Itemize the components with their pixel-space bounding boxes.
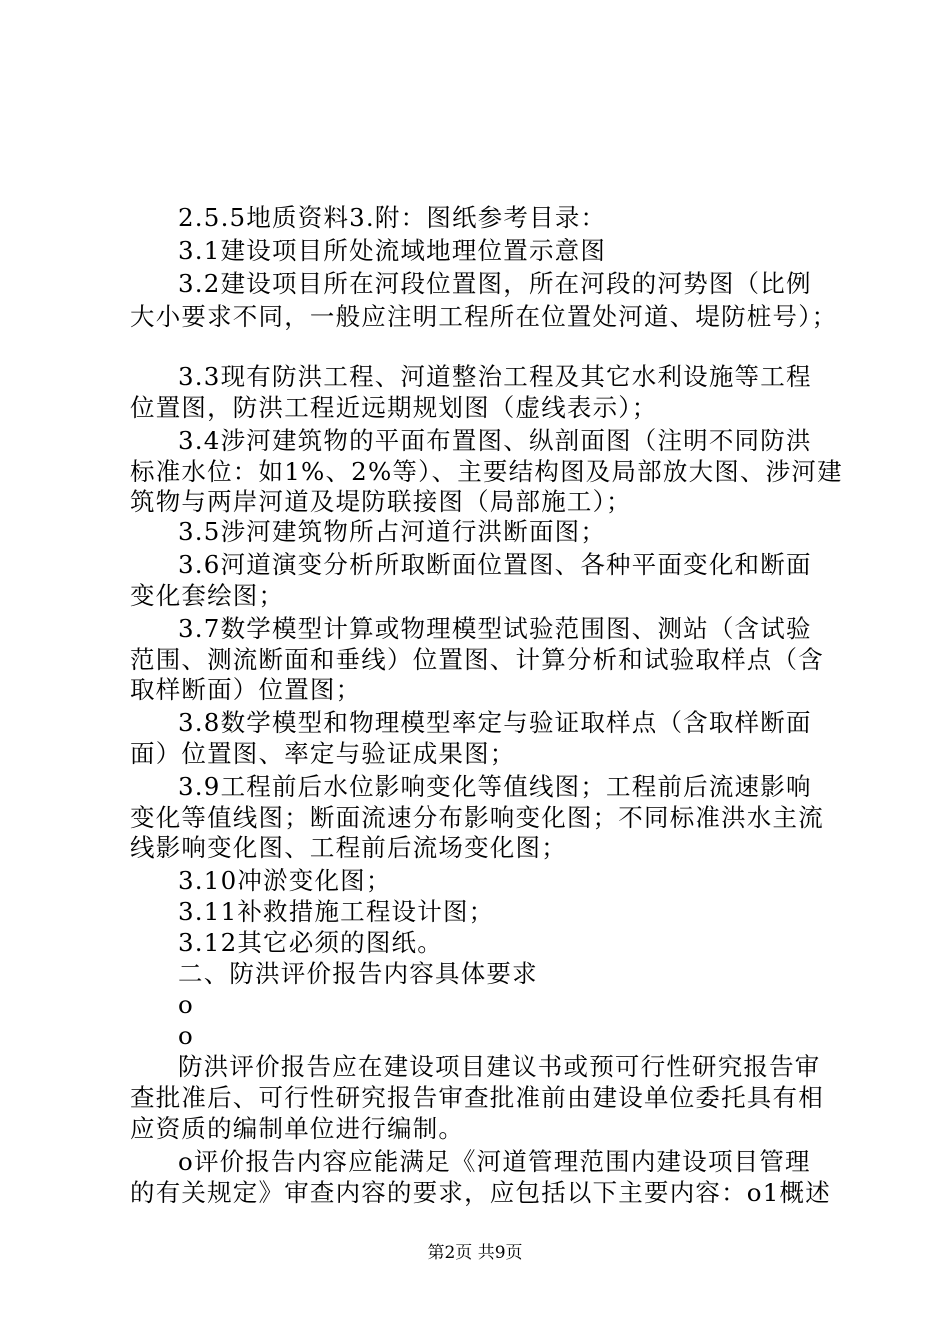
text-line: o评价报告内容应能满足《河道管理范围内建设项目管理 xyxy=(178,1147,811,1176)
page-number-footer: 第2页 共9页 xyxy=(427,1243,523,1263)
text-line: 3.4涉河建筑物的平面布置图、纵剖面图（注明不同防洪 xyxy=(178,426,812,455)
text-line: 3.10冲淤变化图； xyxy=(178,866,392,895)
text-line: o xyxy=(178,1021,194,1050)
text-line: 3.2建设项目所在河段位置图，所在河段的河势图（比例 xyxy=(178,269,812,298)
text-line: 范围、测流断面和垂线）位置图、计算分析和试验取样点（含 xyxy=(130,645,824,674)
text-line: 查批准后、可行性研究报告审查批准前由建设单位委托具有相 xyxy=(130,1083,824,1112)
text-line: 变化等值线图；断面流速分布影响变化图；不同标准洪水主流 xyxy=(130,803,824,832)
text-line: 3.1建设项目所处流域地理位置示意图 xyxy=(178,236,607,265)
section-heading: 二、防洪评价报告内容具体要求 xyxy=(178,959,538,988)
text-line: 3.5涉河建筑物所占河道行洪断面图； xyxy=(178,517,607,546)
text-line: 面）位置图、率定与验证成果图； xyxy=(130,739,516,768)
text-line: 标准水位：如1%、2%等）、主要结构图及局部放大图、涉河建 xyxy=(130,457,843,486)
text-line: 3.8数学模型和物理模型率定与验证取样点（含取样断面 xyxy=(178,708,812,737)
text-line: 3.6河道演变分析所取断面位置图、各种平面变化和断面 xyxy=(178,550,812,579)
text-line: 的有关规定》审查内容的要求，应包括以下主要内容：o1概述 xyxy=(130,1178,831,1207)
text-line: 3.11补救措施工程设计图； xyxy=(178,897,495,926)
text-line: 筑物与两岸河道及堤防联接图（局部施工）； xyxy=(130,487,632,516)
text-line: 线影响变化图、工程前后流场变化图； xyxy=(130,833,567,862)
text-line: 变化套绘图； xyxy=(130,581,285,610)
text-line: 应资质的编制单位进行编制。 xyxy=(130,1114,465,1143)
text-line: 3.12其它必须的图纸。 xyxy=(178,928,443,957)
text-line: 防洪评价报告应在建设项目建议书或预可行性研究报告审 xyxy=(178,1052,821,1081)
text-line: 2.5.5地质资料3.附：图纸参考目录： xyxy=(178,203,607,232)
text-line: 位置图，防洪工程近远期规划图（虚线表示）； xyxy=(130,393,658,422)
text-line: 3.9工程前后水位影响变化等值线图；工程前后流速影响 xyxy=(178,772,812,801)
text-line: 大小要求不同，一般应注明工程所在位置处河道、堤防桩号）； xyxy=(130,302,838,331)
text-line: o xyxy=(178,990,194,1019)
text-line: 3.3现有防洪工程、河道整治工程及其它水利设施等工程 xyxy=(178,362,812,391)
text-line: 取样断面）位置图； xyxy=(130,675,362,704)
text-line: 3.7数学模型计算或物理模型试验范围图、测站（含试验 xyxy=(178,614,812,643)
